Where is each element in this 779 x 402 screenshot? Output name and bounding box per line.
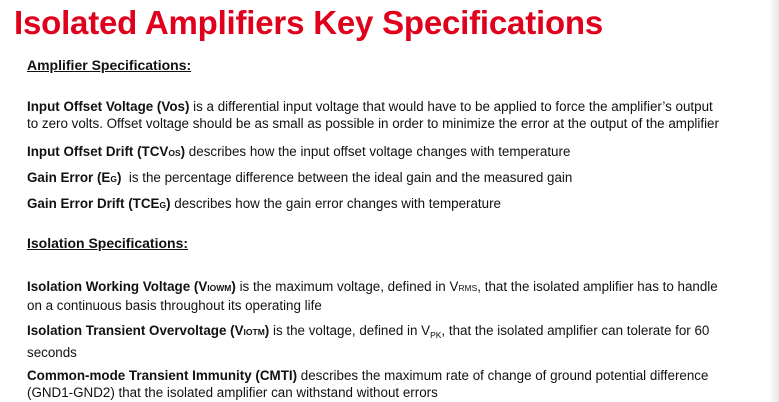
- drift-desc: describes how the input offset voltage changes with temperature: [185, 144, 571, 159]
- cmti-term: Common-mode Transient Immunity (CMTI): [27, 368, 298, 383]
- amplifier-specs-heading: Amplifier Specifications:: [27, 57, 192, 73]
- gain-error-paragraph: [27, 169, 762, 188]
- input-offset-voltage-paragraph: [27, 98, 762, 132]
- cmti-paragraph: [27, 367, 762, 401]
- viotm-term: Isolation Transient Overvoltage (VIOTM): [27, 323, 270, 338]
- viotm-desc: is the voltage, defined in $V_{PK}$, that the isolated amplifier can tolerate for 60: [269, 323, 710, 340]
- viotm-line-2: seconds: [27, 345, 77, 360]
- isolation-specs-heading: Isolation Specifications:: [27, 235, 189, 251]
- page-title: Isolated Amplifiers Key Specifications: [14, 4, 604, 41]
- viowm-desc: is the maximum voltage, defined in VRMS, that the isolated amplifier has to handle: [235, 279, 718, 294]
- vos-desc: is a differential input voltage that would have to be applied to force the amplifier’s output: [189, 99, 713, 114]
- gain-term: Gain Error (EG): [27, 170, 122, 185]
- viowm-term: Isolation Working Voltage (VIOWM): [27, 279, 236, 294]
- gain-desc: is the percentage difference between the ideal gain and the measured gain: [121, 170, 573, 185]
- vos-line-2: to zero volts. Offset voltage should be as small as possible in order to minimize the error at the output of the amplifier: [27, 116, 719, 131]
- vos-term: Input Offset Voltage (Vos): [27, 99, 190, 114]
- slide-edge-shadow: [769, 0, 779, 402]
- isolation-working-voltage-paragraph: [27, 278, 762, 314]
- vos-line-1: [27, 98, 762, 115]
- cmti-line-2: (GND1-GND2) that the isolated amplifier can withstand without errors: [27, 385, 438, 400]
- gaindrift-term: Gain Error Drift (TCEG): [27, 196, 171, 211]
- drift-term: Input Offset Drift (TCVOS): [27, 144, 186, 159]
- viowm-line-2: on a continuous basis throughout its operating life: [27, 298, 322, 313]
- gain-error-drift-paragraph: [27, 195, 762, 214]
- input-offset-drift-paragraph: [27, 143, 762, 162]
- cmti-desc: describes the maximum rate of change of ground potential difference: [297, 368, 709, 383]
- isolation-transient-overvoltage-paragraph: [27, 322, 762, 361]
- gaindrift-desc: describes how the gain error changes with temperature: [170, 196, 502, 211]
